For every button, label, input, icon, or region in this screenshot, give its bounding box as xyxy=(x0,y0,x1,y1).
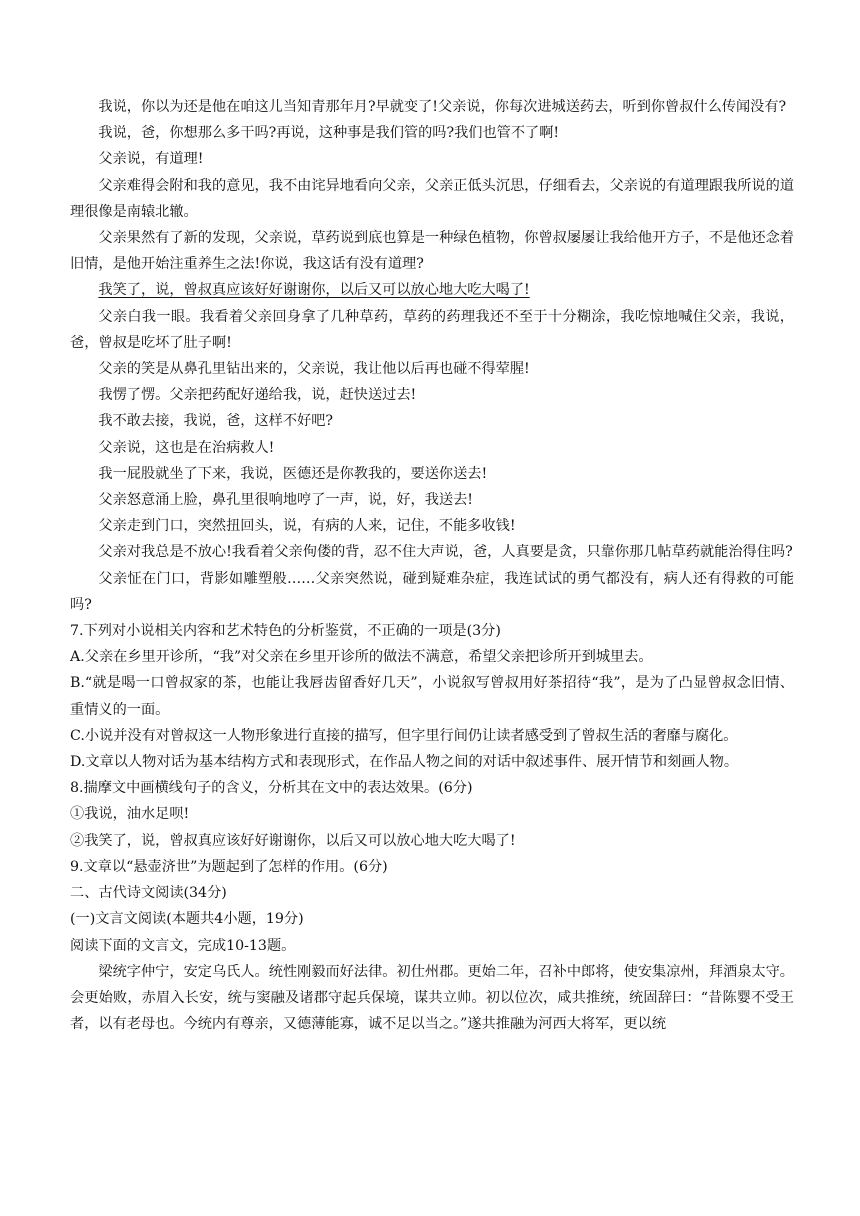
section-2-title: 二、古代诗文阅读(34分) xyxy=(70,885,227,902)
story-paragraph: 我说，爸，你想那么多干吗?再说，这种事是我们管的吗?我们也管不了啊! xyxy=(98,125,560,142)
story-paragraph: 我说，你以为还是他在咱这儿当知青那年月?早就变了!父亲说，你每次进城送药去，听到你曾叔什么传闻没有? xyxy=(98,99,787,115)
question-8-stem: 8.揣摩文中画横线句子的含义，分析其在文中的表达效果。(6分) xyxy=(70,780,473,797)
story-paragraph: 父亲白我一眼。我看着父亲回身拿了几种草药，草药的药理我还不至于十分糊涂，我吃惊地喊住父亲，我说，爸，曾叔是吃坏了肚子啊! xyxy=(70,308,794,351)
question-8-item-1: ①我说，油水足呗! xyxy=(70,806,190,823)
story-paragraph: 父亲难得会附和我的意见，我不由诧异地看向父亲，父亲正低头沉思，仔细看去，父亲说的有道理跟我所说的道理很像是南辕北辙。 xyxy=(70,177,794,220)
question-8-item-2: ②我笑了，说，曾叔真应该好好谢谢你，以后又可以放心地大吃大喝了! xyxy=(70,832,516,849)
story-paragraph-underlined xyxy=(70,277,794,303)
story-paragraph: 父亲怒意涌上脸，鼻孔里很响地哼了一声，说，好，我送去! xyxy=(98,492,473,509)
section-2-subtitle: (一)文言文阅读(本题共4小题，19分) xyxy=(70,911,304,928)
question-7-stem: 7.下列对小说相关内容和艺术特色的分析鉴赏，不正确的一项是(3分) xyxy=(70,623,501,640)
underlined-sentence: 我笑了，说，曾叔真应该好好谢谢你，以后又可以放心地大吃大喝了! xyxy=(98,282,530,299)
question-7-option-b: B.“就是喝一口曾叔家的茶，也能让我唇齿留香好几天”，小说叙写曾叔用好茶招待“我”，是为了凸显曾叔念旧情、重情义的一面。 xyxy=(70,675,794,718)
story-paragraph: 父亲走到门口，突然扭回头，说，有病的人来，记住，不能多收钱! xyxy=(98,518,516,535)
story-paragraph: 父亲说，这也是在治病救人! xyxy=(98,439,275,456)
section-2-instruction: 阅读下面的文言文，完成10-13题。 xyxy=(70,937,296,954)
question-7-option-c: C.小说并没有对曾叔这一人物形象进行直接的描写，但字里行间仍让读者感受到了曾叔生活的奢靡与腐化。 xyxy=(70,727,738,744)
classical-passage: 梁统字仲宁，安定乌氏人。统性刚毅而好法律。初仕州郡。更始二年，召补中郎将，使安集凉州，拜酒泉太守。会更始败，赤眉入长安，统与窦融及诸郡守起兵保境，谋共立帅。初以位次，咸共推统，统固辞曰：“昔陈婴不受王者，以有老母也。今统内有尊亲，又德薄能寡，诚不足以当之。”遂共推融为河西大将军，更以统 xyxy=(70,963,794,1033)
story-paragraph: 父亲的笑是从鼻孔里钻出来的，父亲说，我让他以后再也碰不得荤腥! xyxy=(98,361,530,378)
document-page xyxy=(70,94,794,1037)
story-paragraph: 我一屁股就坐了下来，我说，医德还是你教我的，要送你送去! xyxy=(98,465,488,482)
question-7-option-d: D.文章以人物对话为基本结构方式和表现形式，在作品人物之间的对话中叙述事件、展开情节和刻画人物。 xyxy=(70,754,739,771)
story-paragraph: 我不敢去接，我说，爸，这样不好吧? xyxy=(98,413,333,430)
story-paragraph: 父亲说，有道理! xyxy=(98,151,204,168)
question-9-stem: 9.文章以“悬壶济世”为题起到了怎样的作用。(6分) xyxy=(70,858,388,875)
story-paragraph: 我愣了愣。父亲把药配好递给我，说，赶快送过去! xyxy=(98,387,417,404)
story-paragraph: 父亲怔在门口，背影如雕塑般……父亲突然说，碰到疑难杂症，我连试试的勇气都没有，病人还有得救的可能吗? xyxy=(70,570,794,613)
story-paragraph: 父亲对我总是不放心!我看着父亲佝偻的背，忍不住大声说，爸，人真要是贪，只靠你那几帖草药就能治得住吗? xyxy=(98,544,793,561)
question-7-option-a: A.父亲在乡里开诊所，“我”对父亲在乡里开诊所的做法不满意，希望父亲把诊所开到城里去。 xyxy=(70,649,653,666)
story-paragraph: 父亲果然有了新的发现，父亲说，草药说到底也算是一种绿色植物，你曾叔屡屡让我给他开方子，不是他还念着旧情，是他开始注重养生之法!你说，我这话有没有道理? xyxy=(70,230,794,273)
